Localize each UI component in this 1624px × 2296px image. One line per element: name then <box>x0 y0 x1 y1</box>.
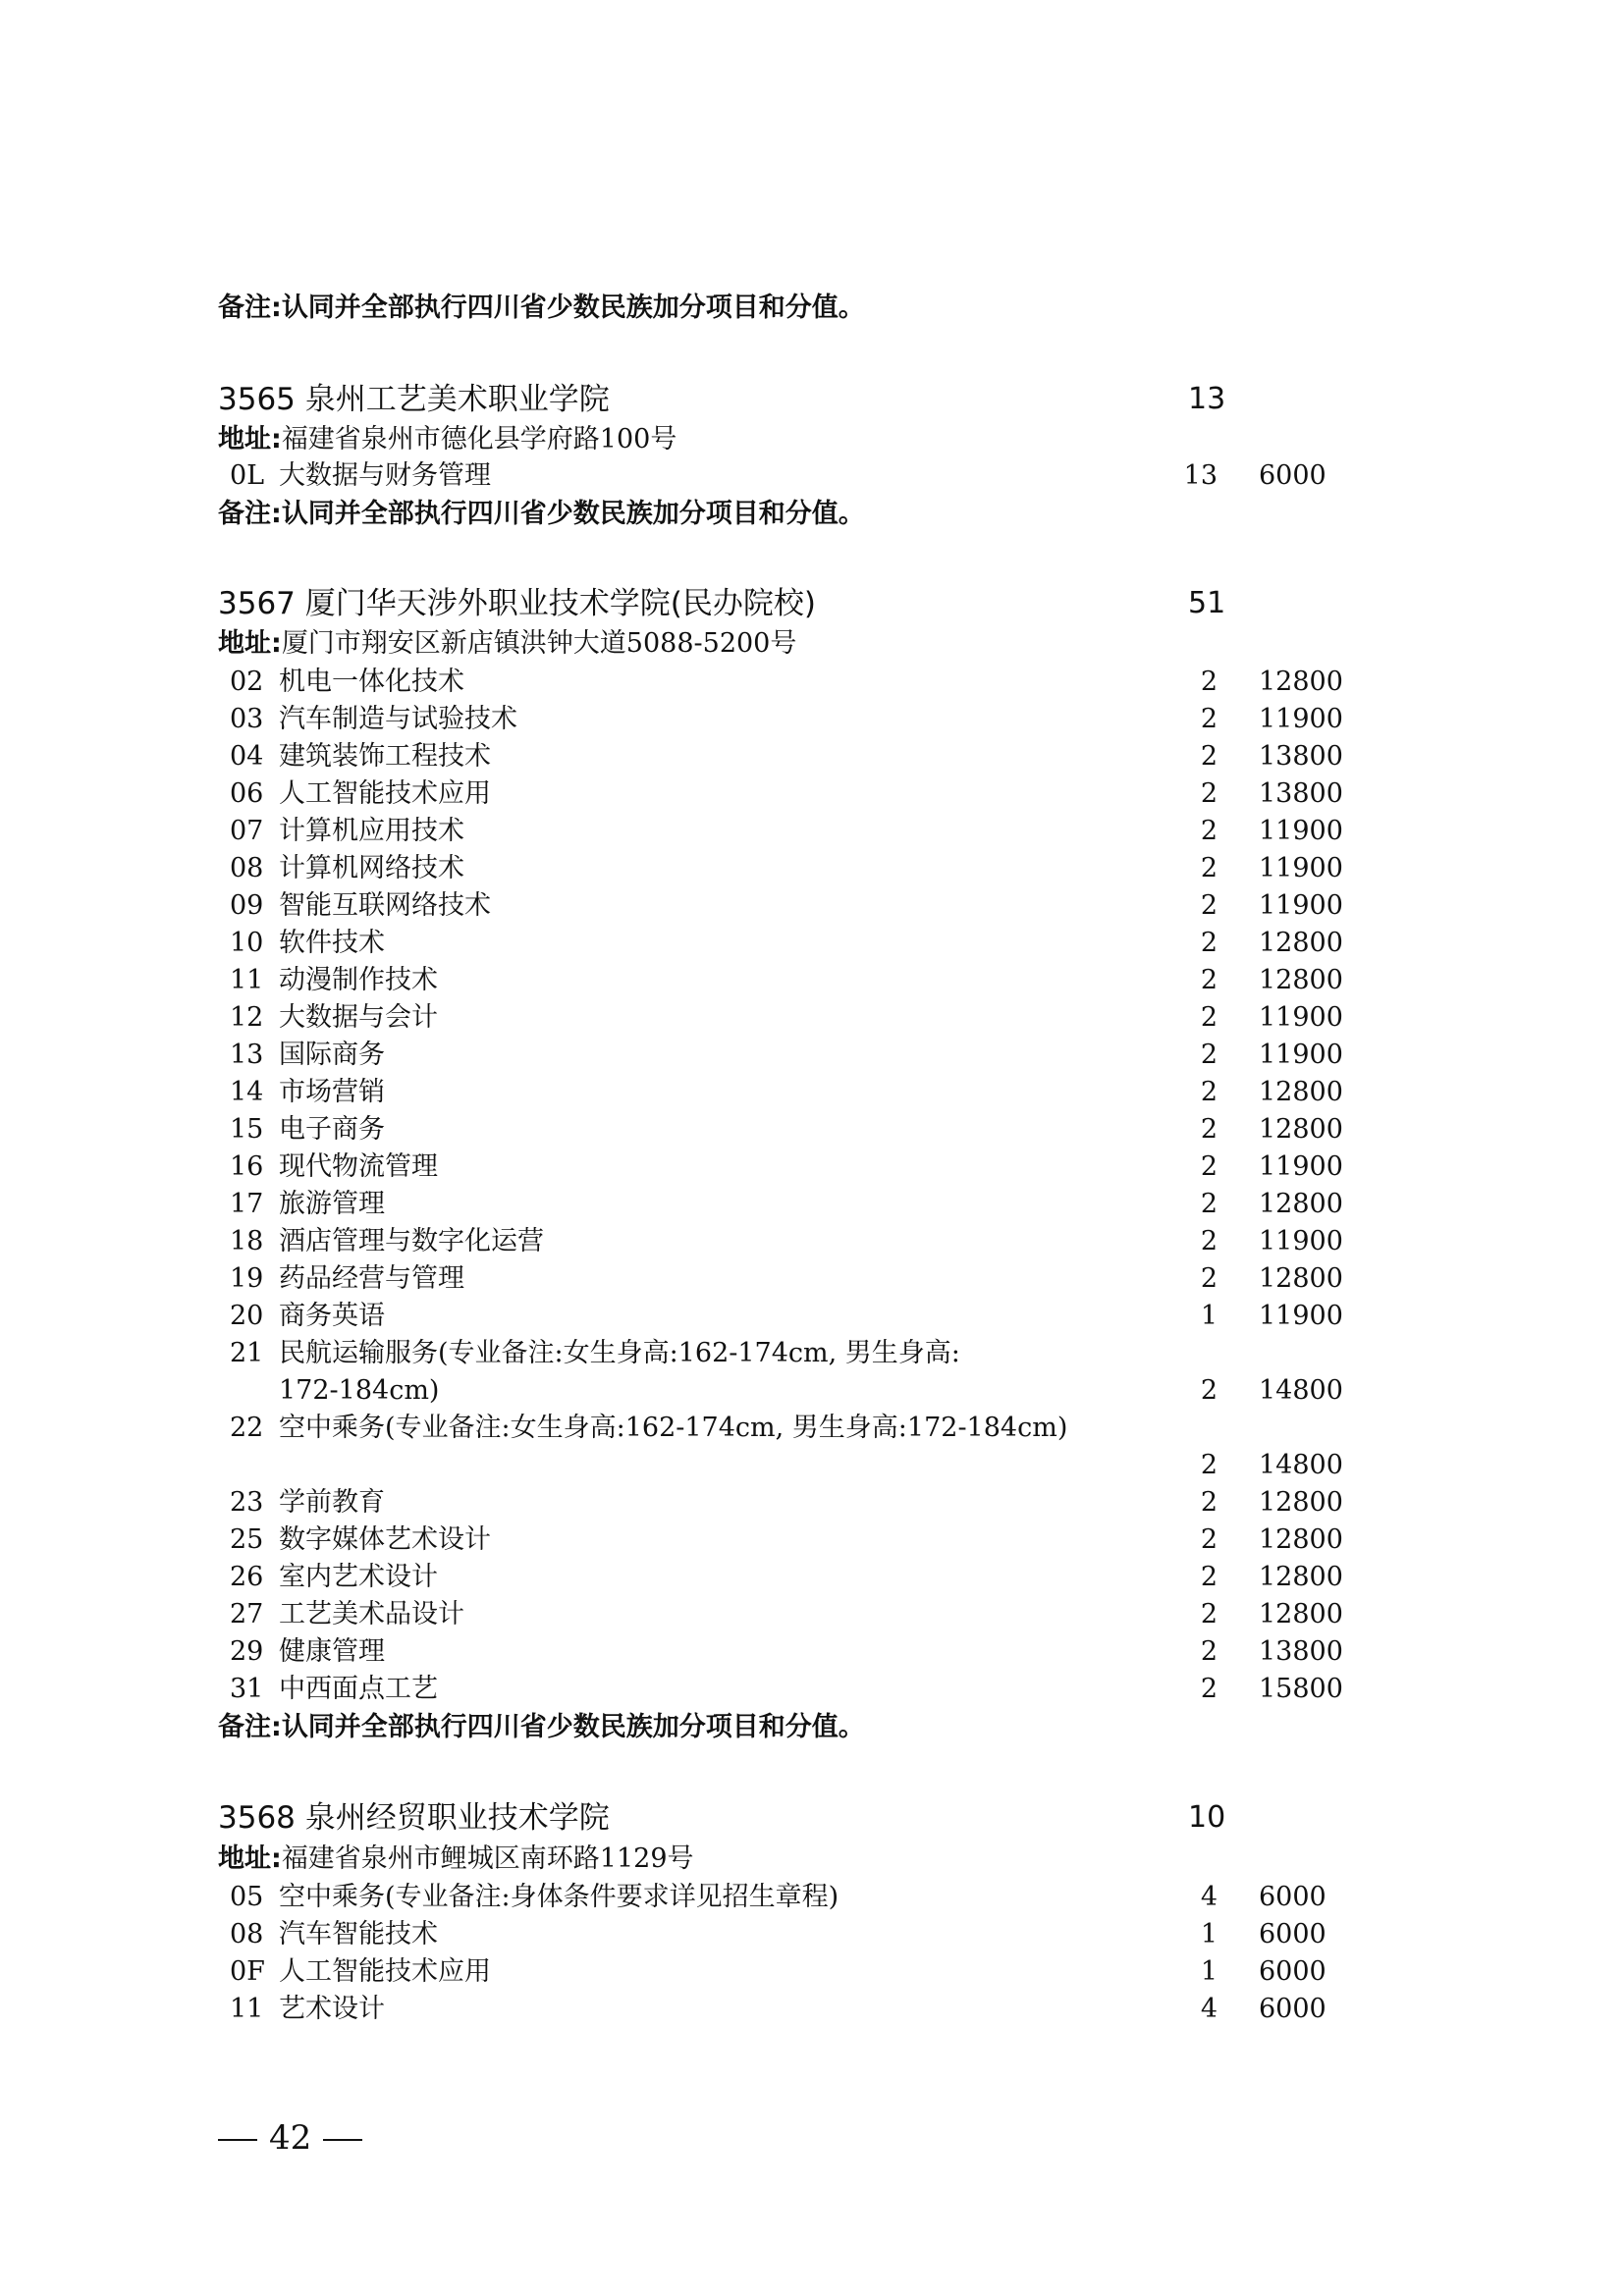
major-code: 31 <box>230 1674 264 1704</box>
major-fee: 12800 <box>1259 1114 1343 1145</box>
major-name: 汽车智能技术 <box>279 1919 438 1949</box>
major-code: 08 <box>230 1919 264 1949</box>
major-code: 29 <box>230 1636 264 1667</box>
major-row <box>0 1148 1624 1186</box>
major-fee: 13800 <box>1259 1636 1343 1667</box>
major-fee: 12800 <box>1259 1562 1343 1592</box>
school-address <box>218 626 796 662</box>
major-row <box>0 1298 1624 1335</box>
address-label: 地址: <box>218 424 282 454</box>
major-name: 人工智能技术应用 <box>279 1956 491 1987</box>
major-code: 0L <box>230 460 265 491</box>
school-name: 3567 厦门华天涉外职业技术学院(民办院校) <box>218 586 816 621</box>
note-text: 认同并全部执行四川省少数民族加分项目和分值。 <box>281 499 865 529</box>
major-name: 市场营销 <box>279 1077 385 1107</box>
major-row <box>0 1633 1624 1671</box>
major-row <box>0 701 1624 738</box>
note-text: 认同并全部执行四川省少数民族加分项目和分值。 <box>281 293 865 323</box>
major-row <box>0 457 1624 495</box>
major-fee: 11900 <box>1259 1002 1343 1033</box>
major-row <box>0 1037 1624 1074</box>
school-total: 13 <box>1188 382 1226 416</box>
major-count: 2 <box>1200 741 1218 772</box>
major-name: 人工智能技术应用 <box>279 778 491 809</box>
major-row <box>0 1111 1624 1148</box>
major-name: 国际商务 <box>279 1040 385 1070</box>
school-total: 51 <box>1188 586 1226 620</box>
major-name: 数字媒体艺术设计 <box>279 1524 491 1555</box>
major-fee: 12800 <box>1259 928 1343 958</box>
major-count: 2 <box>1200 1226 1218 1256</box>
address-text: 福建省泉州市德化县学府路100号 <box>281 424 677 454</box>
footer-dash-right <box>323 2139 362 2141</box>
major-name: 大数据与财务管理 <box>279 460 491 491</box>
major-row <box>0 1074 1624 1111</box>
major-name: 软件技术 <box>279 928 385 958</box>
major-fee: 11900 <box>1259 704 1343 734</box>
major-count: 2 <box>1200 1189 1218 1219</box>
major-count: 2 <box>1200 965 1218 995</box>
note-line <box>218 497 865 532</box>
major-row <box>0 1991 1624 2028</box>
major-count: 1 <box>1200 1956 1218 1987</box>
school-header <box>0 1798 1624 1838</box>
major-name: 民航运输服务(专业备注:女生身高:162-174cm, 男生身高: <box>279 1338 960 1368</box>
major-name: 空中乘务(专业备注:女生身高:162-174cm, 男生身高:172-184cm) <box>279 1413 1068 1443</box>
major-count: 2 <box>1200 1599 1218 1629</box>
major-fee: 12800 <box>1259 1599 1343 1629</box>
major-row <box>0 813 1624 850</box>
major-name: 计算机网络技术 <box>279 853 464 883</box>
major-fee: 14800 <box>1259 1375 1343 1406</box>
major-count: 2 <box>1200 1375 1218 1406</box>
page-number: 42 <box>269 2118 312 2158</box>
major-name: 工艺美术品设计 <box>279 1599 464 1629</box>
major-count: 2 <box>1200 890 1218 921</box>
major-count: 2 <box>1200 816 1218 846</box>
note-label: 备注: <box>218 499 282 529</box>
address-text: 福建省泉州市鲤城区南环路1129号 <box>281 1843 694 1874</box>
major-name: 电子商务 <box>279 1114 385 1145</box>
address-text: 厦门市翔安区新店镇洪钟大道5088-5200号 <box>281 628 797 659</box>
major-row <box>0 1879 1624 1916</box>
major-fee: 12800 <box>1259 1487 1343 1518</box>
major-fee: 12800 <box>1259 965 1343 995</box>
major-name: 商务英语 <box>279 1301 385 1331</box>
major-fee: 12800 <box>1259 1524 1343 1555</box>
major-name: 机电一体化技术 <box>279 667 464 697</box>
major-code: 27 <box>230 1599 264 1629</box>
major-code: 03 <box>230 704 264 734</box>
major-name: 智能互联网络技术 <box>279 890 491 921</box>
major-row-continuation <box>0 1447 1624 1484</box>
major-code: 15 <box>230 1114 264 1145</box>
major-name: 旅游管理 <box>279 1189 385 1219</box>
major-fee: 13800 <box>1259 778 1343 809</box>
major-fee: 13800 <box>1259 741 1343 772</box>
major-row <box>0 1671 1624 1708</box>
major-row <box>0 850 1624 887</box>
note-text: 认同并全部执行四川省少数民族加分项目和分值。 <box>281 1712 865 1742</box>
major-code: 20 <box>230 1301 264 1331</box>
major-row <box>0 925 1624 962</box>
major-name: 酒店管理与数字化运营 <box>279 1226 544 1256</box>
major-count: 2 <box>1200 853 1218 883</box>
note-line <box>218 1710 865 1745</box>
major-row <box>0 1953 1624 1991</box>
major-name: 药品经营与管理 <box>279 1263 464 1294</box>
major-fee: 11900 <box>1259 853 1343 883</box>
major-fee: 11900 <box>1259 1301 1343 1331</box>
major-code: 23 <box>230 1487 264 1518</box>
school-total: 10 <box>1188 1800 1226 1835</box>
major-row <box>0 775 1624 813</box>
major-count: 1 <box>1200 1919 1218 1949</box>
major-name: 动漫制作技术 <box>279 965 438 995</box>
major-count: 2 <box>1200 1487 1218 1518</box>
school-name: 3568 泉州经贸职业技术学院 <box>218 1800 610 1836</box>
major-code: 11 <box>230 1994 264 2024</box>
major-count: 2 <box>1200 1636 1218 1667</box>
major-count: 2 <box>1200 1077 1218 1107</box>
major-name: 中西面点工艺 <box>279 1674 438 1704</box>
major-count: 1 <box>1200 1301 1218 1331</box>
major-name: 大数据与会计 <box>279 1002 438 1033</box>
major-name: 计算机应用技术 <box>279 816 464 846</box>
major-code: 14 <box>230 1077 264 1107</box>
major-code: 22 <box>230 1413 264 1443</box>
major-count: 2 <box>1200 1450 1218 1480</box>
major-count: 2 <box>1200 1674 1218 1704</box>
major-count: 2 <box>1200 1040 1218 1070</box>
major-row <box>0 1484 1624 1522</box>
major-row <box>0 1186 1624 1223</box>
major-code: 0F <box>230 1956 265 1987</box>
major-count: 2 <box>1200 667 1218 697</box>
major-count: 2 <box>1200 1562 1218 1592</box>
major-fee: 11900 <box>1259 890 1343 921</box>
major-name: 空中乘务(专业备注:身体条件要求详见招生章程) <box>279 1882 839 1912</box>
major-name: 健康管理 <box>279 1636 385 1667</box>
major-fee: 6000 <box>1259 1994 1326 2024</box>
major-name: 室内艺术设计 <box>279 1562 438 1592</box>
major-fee: 6000 <box>1259 460 1326 491</box>
address-label: 地址: <box>218 628 282 659</box>
major-count: 2 <box>1200 1263 1218 1294</box>
major-count: 2 <box>1200 704 1218 734</box>
school-address <box>218 422 677 457</box>
major-name: 艺术设计 <box>279 1994 385 2024</box>
major-row <box>0 1410 1624 1447</box>
major-row <box>0 1559 1624 1596</box>
major-count: 2 <box>1200 1151 1218 1182</box>
major-fee: 14800 <box>1259 1450 1343 1480</box>
major-name: 建筑装饰工程技术 <box>279 741 491 772</box>
major-fee: 15800 <box>1259 1674 1343 1704</box>
major-code: 08 <box>230 853 264 883</box>
page-footer <box>218 2116 374 2160</box>
major-fee: 6000 <box>1259 1919 1326 1949</box>
major-count: 2 <box>1200 1002 1218 1033</box>
major-fee: 12800 <box>1259 1263 1343 1294</box>
major-row <box>0 1596 1624 1633</box>
major-code: 06 <box>230 778 264 809</box>
major-count: 4 <box>1200 1994 1218 2024</box>
major-row <box>0 887 1624 925</box>
major-row <box>0 1522 1624 1559</box>
major-count: 2 <box>1200 1524 1218 1555</box>
school-header <box>0 584 1624 623</box>
major-fee: 12800 <box>1259 667 1343 697</box>
note-line <box>218 291 865 326</box>
footer-dash-left <box>218 2139 257 2141</box>
major-row <box>0 962 1624 999</box>
major-count: 2 <box>1200 928 1218 958</box>
major-code: 12 <box>230 1002 264 1033</box>
major-name: 汽车制造与试验技术 <box>279 704 517 734</box>
major-fee: 12800 <box>1259 1189 1343 1219</box>
major-name-continuation: 172-184cm) <box>279 1375 440 1406</box>
major-row <box>0 1260 1624 1298</box>
major-row <box>0 999 1624 1037</box>
major-code: 17 <box>230 1189 264 1219</box>
major-code: 18 <box>230 1226 264 1256</box>
major-code: 02 <box>230 667 264 697</box>
major-name: 现代物流管理 <box>279 1151 438 1182</box>
major-code: 11 <box>230 965 264 995</box>
major-code: 26 <box>230 1562 264 1592</box>
school-address <box>218 1842 694 1877</box>
major-code: 13 <box>230 1040 264 1070</box>
major-fee: 11900 <box>1259 816 1343 846</box>
major-code: 05 <box>230 1882 264 1912</box>
major-row-continuation <box>0 1372 1624 1410</box>
school-header <box>0 380 1624 419</box>
major-code: 25 <box>230 1524 264 1555</box>
major-fee: 6000 <box>1259 1956 1326 1987</box>
major-count: 4 <box>1200 1882 1218 1912</box>
major-row <box>0 1223 1624 1260</box>
major-fee: 6000 <box>1259 1882 1326 1912</box>
major-code: 21 <box>230 1338 264 1368</box>
major-code: 07 <box>230 816 264 846</box>
major-count: 2 <box>1200 1114 1218 1145</box>
major-row <box>0 1335 1624 1372</box>
major-code: 19 <box>230 1263 264 1294</box>
major-code: 10 <box>230 928 264 958</box>
major-row <box>0 1916 1624 1953</box>
major-code: 09 <box>230 890 264 921</box>
major-row <box>0 664 1624 701</box>
major-code: 16 <box>230 1151 264 1182</box>
major-fee: 12800 <box>1259 1077 1343 1107</box>
major-count: 2 <box>1200 778 1218 809</box>
school-name: 3565 泉州工艺美术职业学院 <box>218 382 610 417</box>
major-code: 04 <box>230 741 264 772</box>
note-label: 备注: <box>218 293 282 323</box>
address-label: 地址: <box>218 1843 282 1874</box>
major-name: 学前教育 <box>279 1487 385 1518</box>
major-fee: 11900 <box>1259 1040 1343 1070</box>
major-row <box>0 738 1624 775</box>
note-label: 备注: <box>218 1712 282 1742</box>
major-fee: 11900 <box>1259 1151 1343 1182</box>
major-fee: 11900 <box>1259 1226 1343 1256</box>
major-count: 13 <box>1183 460 1218 491</box>
